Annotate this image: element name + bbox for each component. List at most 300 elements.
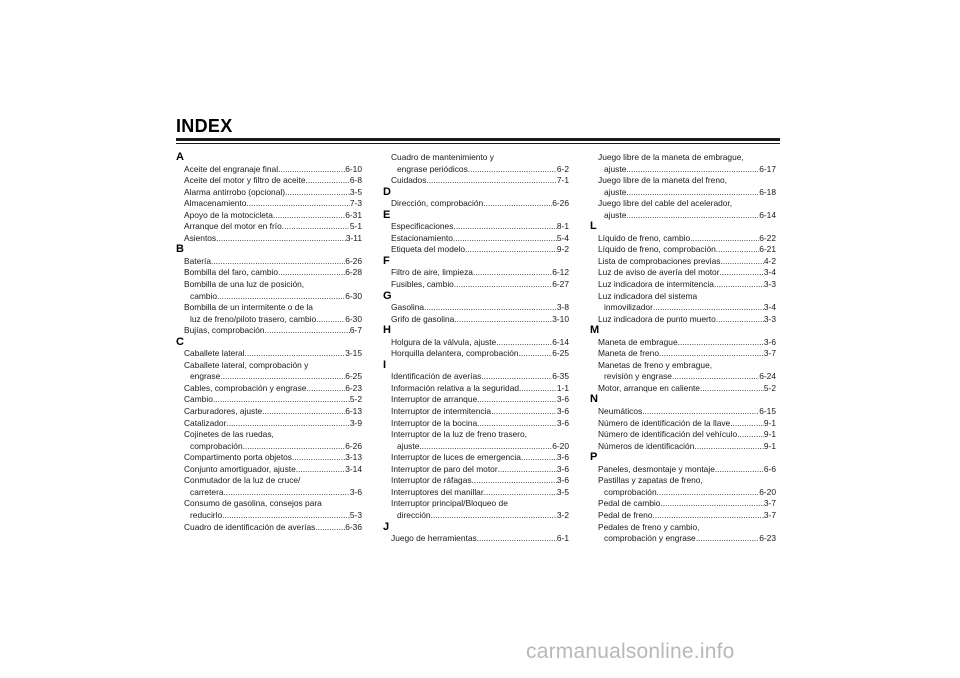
index-entry — [176, 348, 362, 360]
index-entry-text: Conjunto amortiguador, ajuste — [184, 463, 296, 474]
dot-leader — [694, 441, 764, 453]
dot-leader — [730, 418, 764, 430]
dot-leader — [657, 487, 760, 499]
index-entry-text: Bombilla del faro, cambio — [184, 267, 279, 278]
index-entry — [590, 383, 776, 395]
index-entry-text: Interruptor de luces de emergencia — [391, 452, 521, 463]
dot-leader — [292, 452, 345, 464]
index-page-number: 3-15 — [345, 348, 362, 359]
index-entry-text: Aceite del motor y filtro de aceite — [184, 175, 306, 186]
index-page-number: 3-9 — [349, 417, 362, 428]
index-letter-heading: J — [383, 520, 390, 533]
index-entry — [590, 441, 776, 453]
index-entry-text: Etiqueta del modelo — [391, 244, 466, 255]
index-page-number: 6-14 — [759, 209, 776, 220]
index-entry — [590, 291, 776, 314]
index-page-number: 3-4 — [763, 267, 776, 278]
page-title: INDEX — [176, 116, 233, 136]
dot-leader — [484, 487, 557, 499]
index-page-number: 3-5 — [556, 486, 569, 497]
index-entry-text: Pedal de cambio — [598, 498, 661, 509]
index-entry — [383, 371, 569, 383]
index-entry — [383, 348, 569, 360]
index-entry — [383, 198, 569, 210]
index-page-number: 6-6 — [763, 463, 776, 474]
index-page-number: 6-26 — [345, 440, 362, 451]
index-page-number: 9-1 — [763, 417, 776, 428]
index-letter-heading: I — [383, 358, 387, 371]
index-entry-text: Fusibles, cambio — [391, 279, 454, 290]
dot-leader — [306, 383, 345, 395]
dot-leader — [483, 198, 552, 210]
index-page-number: 6-22 — [759, 232, 776, 243]
index-entry-text: engrase — [190, 371, 221, 382]
index-letter-heading: B — [176, 243, 184, 256]
index-entry-text: Interruptor de arranque — [391, 394, 478, 405]
index-page-number: 9-2 — [556, 244, 569, 255]
dot-leader — [220, 371, 345, 383]
index-page-number: 3-13 — [345, 452, 362, 463]
index-page-number: 3-14 — [345, 463, 362, 474]
index-entry — [590, 267, 776, 279]
index-entry-text: Luz indicadora de intermitencia — [598, 279, 714, 290]
index-page-number: 3-2 — [556, 509, 569, 520]
dot-leader — [678, 337, 764, 349]
index-entry — [590, 337, 776, 349]
index-letter-heading: C — [176, 335, 184, 348]
index-entry-text: Números de identificación — [598, 440, 695, 451]
index-entry — [590, 314, 776, 326]
dot-leader — [519, 383, 557, 395]
index-entry — [590, 244, 776, 256]
index-entry — [176, 187, 362, 199]
index-letter-heading: F — [383, 254, 390, 267]
index-entry-text: Juego libre de la maneta del freno, — [598, 175, 727, 186]
index-entry-text: Pedal de freno — [598, 509, 653, 520]
index-entry-text: Catalizador — [184, 417, 227, 428]
index-page-number: 6-10 — [345, 163, 362, 174]
index-page-number: 6-36 — [345, 521, 362, 532]
index-entry — [590, 510, 776, 522]
dot-leader — [737, 429, 764, 441]
dot-leader — [521, 452, 557, 464]
index-entry-text: Identificación de averías — [391, 371, 482, 382]
index-entry-text: Arranque del motor en frío — [184, 221, 282, 232]
index-letter-heading: N — [590, 393, 598, 406]
index-entry-text: Estacionamiento — [391, 232, 453, 243]
index-page-number: 3-11 — [345, 232, 362, 243]
index-entry — [590, 360, 776, 383]
index-entry-text: Bujías, comprobación — [184, 325, 265, 336]
index-letter-heading: D — [383, 185, 391, 198]
index-page-number: 6-17 — [759, 163, 776, 174]
index-entry-text: Bombilla de una luz de posición, — [184, 279, 305, 290]
index-entry — [176, 233, 362, 245]
dot-leader — [296, 464, 345, 476]
index-entry-text: Número de identificación del vehículo — [598, 429, 738, 440]
index-entry — [383, 233, 569, 245]
dot-leader — [468, 164, 557, 176]
index-entry-text: inmovilizador — [604, 302, 653, 313]
index-entry — [176, 256, 362, 268]
index-page-number: 3-10 — [552, 313, 569, 324]
index-entry-text: carretera — [190, 486, 224, 497]
index-page-number: 3-7 — [763, 509, 776, 520]
index-entry — [590, 418, 776, 430]
index-page-number: 3-6 — [763, 336, 776, 347]
dot-leader — [278, 164, 345, 176]
index-entry — [176, 464, 362, 476]
index-page-number: 3-6 — [556, 463, 569, 474]
index-entry — [383, 302, 569, 314]
index-letter-heading: A — [176, 151, 184, 163]
index-entry-text: Lista de comprobaciones previas — [598, 255, 721, 266]
dot-leader — [273, 210, 345, 222]
index-entry-text: Aceite del engranaje final — [184, 163, 279, 174]
dot-leader — [222, 510, 350, 522]
index-entry — [383, 475, 569, 487]
dot-leader — [715, 464, 764, 476]
index-entry — [383, 267, 569, 279]
dot-leader — [431, 510, 557, 522]
index-entry — [176, 418, 362, 430]
index-entry-text: Dirección, comprobación — [391, 198, 484, 209]
index-entry — [176, 267, 362, 279]
index-page-number: 3-3 — [763, 279, 776, 290]
dot-leader — [477, 394, 557, 406]
index-entry — [176, 406, 362, 418]
index-entry — [176, 522, 362, 534]
index-page-number: 3-6 — [556, 452, 569, 463]
index-entry-text: comprobación — [190, 440, 243, 451]
index-entry-text: Número de identificación de la llave — [598, 417, 731, 428]
index-entry — [176, 475, 362, 498]
index-page-number: 3-7 — [763, 348, 776, 359]
index-entry — [176, 221, 362, 233]
dot-leader — [243, 441, 346, 453]
index-page-number: 5-3 — [349, 509, 362, 520]
index-entry-text: Consumo de gasolina, consejos para — [184, 498, 322, 509]
index-entry — [383, 175, 569, 187]
index-page-number: 6-24 — [759, 371, 776, 382]
index-entry — [176, 452, 362, 464]
index-entry — [383, 498, 569, 521]
index-page-number: 8-1 — [556, 221, 569, 232]
index-entry-text: Filtro de aire, limpieza — [391, 267, 473, 278]
dot-leader — [716, 314, 764, 326]
dot-leader — [477, 418, 557, 430]
index-entry-text: Juego libre del cable del acelerador, — [598, 198, 733, 209]
index-entry-text: ajuste — [604, 209, 627, 220]
index-entry — [590, 522, 776, 545]
dot-leader — [316, 314, 345, 326]
index-page-number: 6-28 — [345, 267, 362, 278]
dot-leader — [626, 210, 759, 222]
index-entry-text: Cuadro de identificación de averías — [184, 521, 316, 532]
dot-leader — [477, 533, 557, 545]
dot-leader — [454, 279, 552, 291]
index-column-1 — [176, 152, 362, 533]
dot-leader — [690, 233, 759, 245]
dot-leader — [315, 522, 345, 534]
dot-leader — [419, 441, 552, 453]
index-entry-text: Neumáticos — [598, 406, 643, 417]
index-page-number: 6-30 — [345, 290, 362, 301]
index-page-number: 6-15 — [759, 406, 776, 417]
index-entry — [383, 383, 569, 395]
index-entry-text: Grifo de gasolina — [391, 313, 455, 324]
index-entry — [383, 406, 569, 418]
index-entry — [590, 498, 776, 510]
dot-leader — [226, 418, 350, 430]
index-page-number: 6-23 — [345, 382, 362, 393]
index-entry-text: Cuidados — [391, 175, 427, 186]
index-entry — [176, 394, 362, 406]
index-page-number: 5-1 — [349, 221, 362, 232]
dot-leader — [246, 198, 350, 210]
index-page-number: 3-5 — [349, 186, 362, 197]
dot-leader — [481, 371, 552, 383]
index-entry — [383, 452, 569, 464]
index-entry — [176, 383, 362, 395]
index-entry-text: Cables, comprobación y engrase — [184, 382, 307, 393]
index-entry — [383, 464, 569, 476]
index-entry-text: Holgura de la válvula, ajuste — [391, 336, 497, 347]
dot-leader — [454, 314, 552, 326]
dot-leader — [282, 221, 350, 233]
dot-leader — [491, 406, 557, 418]
index-page-number: 6-13 — [345, 406, 362, 417]
index-page-number: 6-30 — [345, 313, 362, 324]
dot-leader — [216, 233, 346, 245]
index-entry-text: Interruptor de la bocina — [391, 417, 478, 428]
index-entry-text: Batería — [184, 255, 212, 266]
index-entry-text: dirección — [397, 509, 431, 520]
index-entry-text: Motor, arranque en caliente — [598, 382, 700, 393]
dot-leader — [626, 187, 759, 199]
index-page-number: 6-8 — [349, 175, 362, 186]
index-page-number: 6-25 — [552, 348, 569, 359]
index-entry — [176, 429, 362, 452]
index-page-number: 3-7 — [763, 498, 776, 509]
index-entry-text: ajuste — [604, 186, 627, 197]
index-page-number: 7-3 — [349, 198, 362, 209]
index-page-number: 5-2 — [349, 394, 362, 405]
index-page-number: 5-4 — [556, 232, 569, 243]
dot-leader — [659, 348, 764, 360]
dot-leader — [660, 498, 764, 510]
index-page-number: 6-18 — [759, 186, 776, 197]
index-entry-text: Información relativa a la seguridad — [391, 382, 520, 393]
dot-leader — [653, 302, 764, 314]
index-page-number: 9-1 — [763, 440, 776, 451]
index-entry-text: Juego de herramientas — [391, 533, 477, 544]
index-entry-text: cambio — [190, 290, 217, 301]
index-entry — [590, 152, 776, 175]
index-page-number: 6-20 — [552, 440, 569, 451]
dot-leader — [642, 406, 759, 418]
index-entry — [176, 360, 362, 383]
index-page-number: 7-1 — [556, 175, 569, 186]
dot-leader — [696, 533, 760, 545]
index-entry — [383, 314, 569, 326]
index-page-number: 6-25 — [345, 371, 362, 382]
dot-leader — [278, 267, 345, 279]
index-entry — [383, 533, 569, 545]
index-page-number: 4-2 — [763, 255, 776, 266]
index-entry-text: Almacenamiento — [184, 198, 247, 209]
index-entry-text: Pedales de freno y cambio, — [598, 521, 700, 532]
index-page-number: 9-1 — [763, 429, 776, 440]
index-entry — [383, 394, 569, 406]
index-page-number: 6-1 — [556, 533, 569, 544]
index-page-number: 3-6 — [349, 486, 362, 497]
index-page-number: 6-35 — [552, 371, 569, 382]
index-entry-text: Asientos — [184, 232, 217, 243]
dot-leader — [217, 291, 345, 303]
index-letter-heading: G — [383, 289, 392, 302]
dot-leader — [306, 175, 350, 187]
dot-leader — [472, 475, 557, 487]
index-entry-text: Cambio — [184, 394, 213, 405]
watermark: carmanualsonline.info — [526, 640, 735, 663]
dot-leader — [424, 302, 557, 314]
dot-leader — [213, 394, 350, 406]
index-entry-text: revisión y engrase — [604, 371, 672, 382]
index-page-number: 6-31 — [345, 209, 362, 220]
index-column-2 — [383, 152, 569, 545]
index-column-3 — [590, 152, 776, 545]
index-entry-text: Líquido de freno, comprobación — [598, 244, 716, 255]
index-page-number: 6-2 — [556, 163, 569, 174]
title-rule-thin — [176, 143, 780, 144]
index-entry — [176, 325, 362, 337]
index-entry — [176, 279, 362, 302]
index-page-number: 3-4 — [763, 302, 776, 313]
index-entry — [590, 475, 776, 498]
index-entry-text: Especificaciones — [391, 221, 454, 232]
index-entry — [590, 429, 776, 441]
index-entry — [590, 348, 776, 360]
index-entry — [383, 221, 569, 233]
index-entry — [176, 302, 362, 325]
index-entry-text: Maneta de freno — [598, 348, 659, 359]
index-entry-text: Juego libre de la maneta de embrague, — [598, 152, 744, 162]
index-entry — [383, 244, 569, 256]
index-entry-text: Interruptor de intermitencia — [391, 406, 492, 417]
index-entry — [176, 175, 362, 187]
index-entry — [176, 164, 362, 176]
index-entry-text: comprobación y engrase — [604, 533, 696, 544]
index-entry-text: Manetas de freno y embrague, — [598, 359, 713, 370]
index-page-number: 6-14 — [552, 336, 569, 347]
index-entry-text: Paneles, desmontaje y montaje — [598, 463, 715, 474]
index-page-number: 5-2 — [763, 382, 776, 393]
index-page-number: 3-6 — [556, 406, 569, 417]
index-letter-heading: H — [383, 324, 391, 337]
index-letter-heading: M — [590, 324, 600, 337]
dot-leader — [720, 267, 764, 279]
dot-leader — [626, 164, 759, 176]
index-entry-text: engrase periódicos — [397, 163, 468, 174]
index-entry-text: Pastillas y zapatas de freno, — [598, 475, 703, 486]
index-entry-text: luz de freno/piloto trasero, cambio — [190, 313, 317, 324]
index-entry — [383, 418, 569, 430]
dot-leader — [285, 187, 350, 199]
index-entry — [590, 464, 776, 476]
index-page-number: 3-8 — [556, 302, 569, 313]
index-page-number: 1-1 — [556, 382, 569, 393]
index-entry-text: Alarma antirrobo (opcional) — [184, 186, 286, 197]
index-entry-text: Interruptor principal/Bloqueo de — [391, 498, 508, 509]
index-entry-text: Compartimento porta objetos — [184, 452, 292, 463]
index-entry — [590, 406, 776, 418]
index-entry-text: Luz indicadora de punto muerto — [598, 313, 716, 324]
index-entry — [590, 175, 776, 198]
index-page-number: 3-6 — [556, 475, 569, 486]
index-entry — [590, 233, 776, 245]
index-entry-text: Interruptor de paro del motor — [391, 463, 498, 474]
index-entry — [176, 198, 362, 210]
dot-leader — [496, 337, 552, 349]
dot-leader — [652, 510, 763, 522]
index-page-number: 6-26 — [345, 255, 362, 266]
index-entry-text: ajuste — [397, 440, 420, 451]
dot-leader — [720, 256, 763, 268]
index-entry-text: comprobación — [604, 486, 657, 497]
index-entry-text: Interruptor de la luz de freno trasero, — [391, 429, 527, 440]
index-entry — [590, 198, 776, 221]
index-letter-heading: P — [590, 451, 598, 464]
index-entry-text: reducirlo — [190, 509, 223, 520]
index-entry — [383, 429, 569, 452]
dot-leader — [465, 244, 557, 256]
dot-leader — [262, 406, 345, 418]
index-entry — [590, 279, 776, 291]
index-entry-text: Bombilla de un intermitente o de la — [184, 302, 313, 313]
dot-leader — [716, 244, 759, 256]
index-entry-text: Cojinetes de las ruedas, — [184, 429, 274, 440]
dot-leader — [700, 383, 764, 395]
index-page-number: 6-27 — [552, 279, 569, 290]
dot-leader — [245, 348, 346, 360]
dot-leader — [426, 175, 557, 187]
index-entry-text: Carburadores, ajuste — [184, 406, 263, 417]
index-page-number: 3-6 — [556, 394, 569, 405]
dot-leader — [519, 348, 553, 360]
index-entry-text: Maneta de embrague — [598, 336, 678, 347]
dot-leader — [473, 267, 552, 279]
dot-leader — [453, 221, 557, 233]
index-letter-heading: L — [590, 220, 597, 233]
dot-leader — [224, 487, 350, 499]
title-rule-thick — [176, 138, 780, 141]
index-page-number: 3-3 — [763, 313, 776, 324]
index-entry-text: Apoyo de la motocicleta — [184, 209, 273, 220]
dot-leader — [453, 233, 557, 245]
index-entry — [590, 256, 776, 268]
index-page-number: 3-6 — [556, 417, 569, 428]
index-entry — [383, 152, 569, 175]
index-entry-text: Conmutador de la luz de cruce/ — [184, 475, 301, 486]
index-entry — [383, 337, 569, 349]
index-entry — [383, 279, 569, 291]
dot-leader — [498, 464, 557, 476]
index-entry-text: Luz indicadora del sistema — [598, 290, 698, 301]
index-page-number: 6-12 — [552, 267, 569, 278]
index-entry-text: Caballete lateral — [184, 348, 245, 359]
index-entry-text: Horquilla delantera, comprobación — [391, 348, 519, 359]
